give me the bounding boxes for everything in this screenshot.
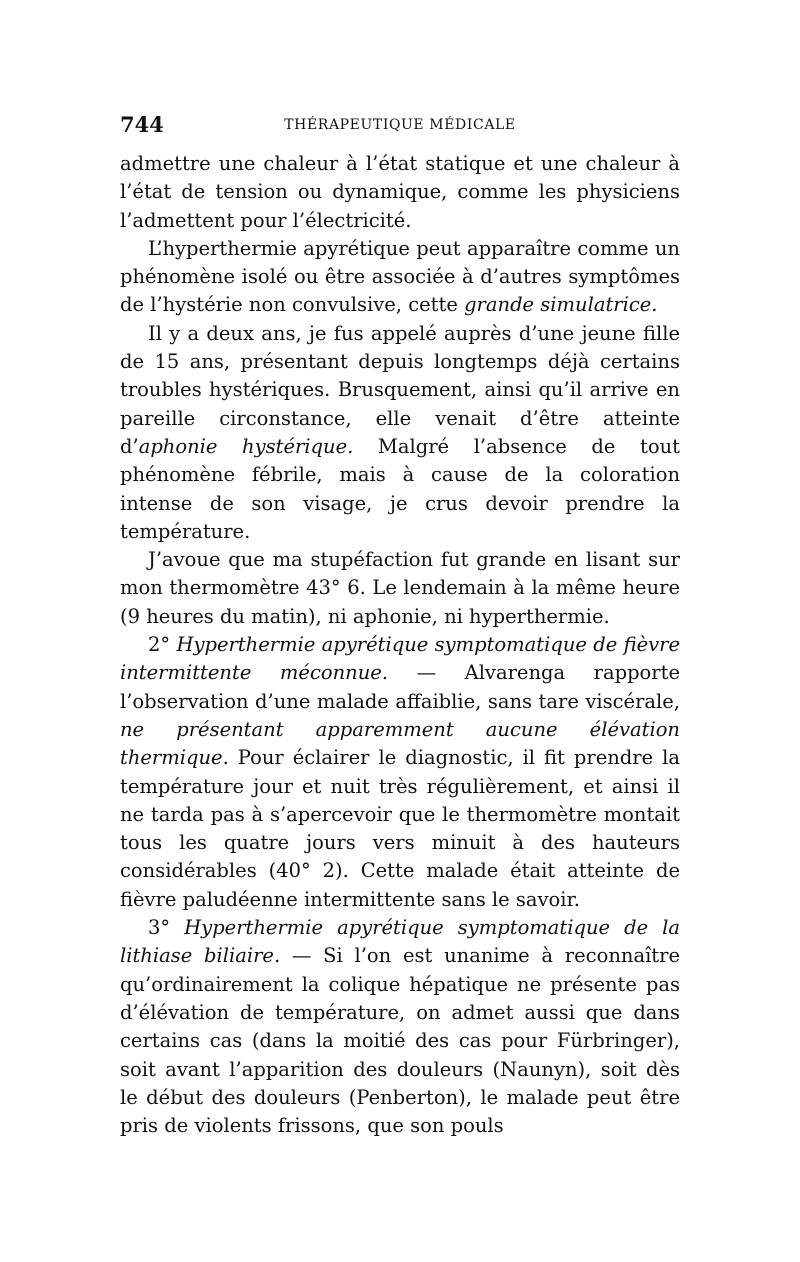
text-run: Malgré l’absence de tout phénomène fébrile, mais à cause de la coloration intense de son visage, je crus devoir prendre la température. <box>120 434 680 543</box>
paragraph <box>120 150 680 235</box>
running-title: THÉRAPEUTIQUE MÉDICALE <box>284 117 516 133</box>
text-run: L’hyperthermie apyrétique peut apparaître comme un phénomène isolé ou être associée à d’autres symptômes de l’hystérie non convulsive, cette <box>120 236 680 317</box>
text-run: J’avoue que ma stupéfaction fut grande en lisant sur mon thermomètre 43° 6. Le lendemain à la même heure (9 heures du matin), ni aphonie, ni hyperthermie. <box>120 548 680 628</box>
text-run: 3° <box>148 916 185 940</box>
paragraph <box>120 631 680 914</box>
text-run: admettre une chaleur à l’état statique et une chaleur à l’état de tension ou dynamique, comme les physiciens l’admettent pour l’électricité. <box>120 152 680 232</box>
text-run: Il y a deux ans, je fus appelé auprès d’une jeune fille de 15 ans, présentant depuis longtemps déjà certains troubles hystériques. Brusquement, ainsi qu’il arrive en pareille circonstance, elle venait d’être atteinte d’ <box>120 321 680 458</box>
italic-phrase: Hyperthermie apyrétique symptomatique de la lithiase biliaire. <box>120 916 680 968</box>
paragraph <box>120 320 680 546</box>
page-number: 744 <box>120 112 164 137</box>
body-text <box>120 150 680 1140</box>
text-run: Pour éclairer le diagnostic, il fit prendre la température jour et nuit très régulièrement, et ainsi il ne tarda pas à s’apercevoir que le thermomètre montait tous les quatre jours vers minuit à des hauteurs considérables (40° 2). Cette malade était atteinte de fièvre paludéenne intermittente sans le savoir. <box>120 746 680 911</box>
italic-phrase: aphonie hystérique. <box>138 434 354 458</box>
text-run: — Alvarenga rapporte l’observation d’une malade affaiblie, sans tare viscérale, <box>120 661 680 713</box>
page-header <box>120 112 680 142</box>
italic-phrase: grande simulatrice. <box>464 293 658 317</box>
italic-phrase: Hyperthermie apyrétique symptomatique de fièvre intermittente méconnue. <box>120 633 680 685</box>
text-run: — Si l’on est unanime à reconnaître qu’ordinairement la colique hépatique ne présente pas d’élévation de température, on admet aussi que dans certains cas (dans la moitié des cas pour Fürbringer), soit avant l’apparition des douleurs (Naunyn), soit dès le début des douleurs (Penberton), le malade peut être pris de violents frissons, que son pouls <box>120 944 681 1138</box>
paragraph <box>120 546 680 631</box>
italic-phrase: ne présentant apparemment aucune élévation thermique. <box>120 717 680 770</box>
paragraph <box>120 235 680 320</box>
paragraph <box>120 914 680 1140</box>
text-run: 2° <box>148 633 177 657</box>
